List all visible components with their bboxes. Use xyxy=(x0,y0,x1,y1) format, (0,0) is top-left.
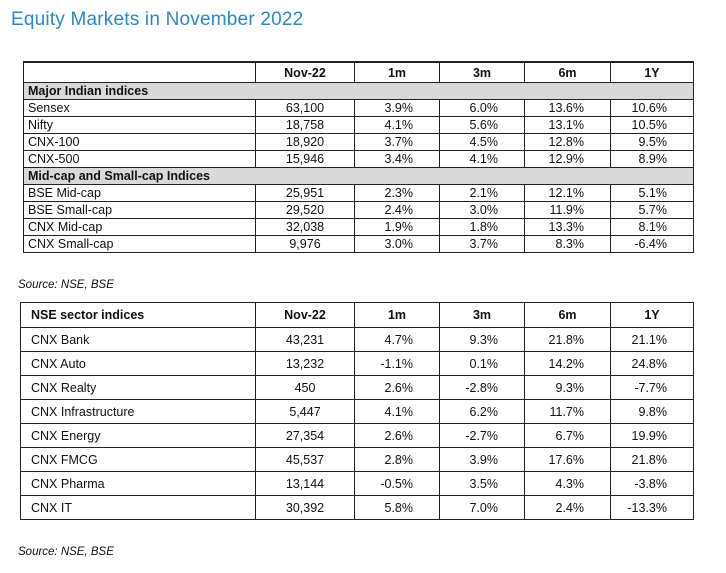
column-header: 3m xyxy=(440,303,525,328)
value-cell: 32,038 xyxy=(256,219,355,236)
table-row xyxy=(24,100,694,117)
value-cell: 2.6% xyxy=(355,376,440,400)
value-cell: 2.6% xyxy=(355,424,440,448)
value-cell: 19.9% xyxy=(611,424,694,448)
value-cell: 9.3% xyxy=(525,376,611,400)
index-name: CNX Mid-cap xyxy=(24,219,256,236)
value-cell: 21.1% xyxy=(611,328,694,352)
value-cell: -2.8% xyxy=(440,376,525,400)
table-row xyxy=(24,151,694,168)
value-cell: 21.8% xyxy=(525,328,611,352)
value-cell: 6.7% xyxy=(525,424,611,448)
column-header xyxy=(24,62,256,83)
value-cell: 2.4% xyxy=(355,202,440,219)
value-cell: 6.2% xyxy=(440,400,525,424)
section-heading: Major Indian indices xyxy=(24,83,694,100)
value-cell: 1.9% xyxy=(355,219,440,236)
column-header: 6m xyxy=(525,303,611,328)
table-row xyxy=(21,400,694,424)
value-cell: 63,100 xyxy=(256,100,355,117)
value-cell: 13.1% xyxy=(525,117,611,134)
table-row xyxy=(21,376,694,400)
value-cell: 8.9% xyxy=(611,151,694,168)
section-heading: Mid-cap and Small-cap Indices xyxy=(24,168,694,185)
value-cell: 2.4% xyxy=(525,496,611,520)
source-note: Source: NSE, BSE xyxy=(18,546,114,558)
value-cell: -2.7% xyxy=(440,424,525,448)
value-cell: 0.1% xyxy=(440,352,525,376)
value-cell: 8.3% xyxy=(525,236,611,253)
value-cell: 10.6% xyxy=(611,100,694,117)
value-cell: 13,144 xyxy=(256,472,355,496)
value-cell: 3.5% xyxy=(440,472,525,496)
value-cell: 18,920 xyxy=(256,134,355,151)
value-cell: 21.8% xyxy=(611,448,694,472)
value-cell: 450 xyxy=(256,376,355,400)
table-row xyxy=(24,202,694,219)
sector-name: CNX Infrastructure xyxy=(21,400,256,424)
sector-name: CNX Pharma xyxy=(21,472,256,496)
value-cell: 5,447 xyxy=(256,400,355,424)
value-cell: 13,232 xyxy=(256,352,355,376)
value-cell: 25,951 xyxy=(256,185,355,202)
table-row xyxy=(24,117,694,134)
value-cell: 7.0% xyxy=(440,496,525,520)
value-cell: 9,976 xyxy=(256,236,355,253)
value-cell: 12.1% xyxy=(525,185,611,202)
value-cell: 4.3% xyxy=(525,472,611,496)
value-cell: -0.5% xyxy=(355,472,440,496)
value-cell: 12.8% xyxy=(525,134,611,151)
table-row xyxy=(21,472,694,496)
value-cell: 27,354 xyxy=(256,424,355,448)
value-cell: 18,758 xyxy=(256,117,355,134)
value-cell: 12.9% xyxy=(525,151,611,168)
value-cell: 11.7% xyxy=(525,400,611,424)
index-name: CNX Small-cap xyxy=(24,236,256,253)
sector-name: CNX Realty xyxy=(21,376,256,400)
sector-name: CNX FMCG xyxy=(21,448,256,472)
value-cell: 5.1% xyxy=(611,185,694,202)
value-cell: 2.1% xyxy=(440,185,525,202)
value-cell: 24.8% xyxy=(611,352,694,376)
value-cell: -1.1% xyxy=(355,352,440,376)
value-cell: 5.7% xyxy=(611,202,694,219)
value-cell: 2.8% xyxy=(355,448,440,472)
value-cell: -7.7% xyxy=(611,376,694,400)
column-header: NSE sector indices xyxy=(21,303,256,328)
table-row xyxy=(21,448,694,472)
value-cell: 30,392 xyxy=(256,496,355,520)
value-cell: 3.7% xyxy=(440,236,525,253)
value-cell: 9.8% xyxy=(611,400,694,424)
column-header: 1m xyxy=(355,303,440,328)
sector-name: CNX Auto xyxy=(21,352,256,376)
column-header: Nov-22 xyxy=(256,303,355,328)
value-cell: 10.5% xyxy=(611,117,694,134)
value-cell: 5.6% xyxy=(440,117,525,134)
value-cell: -6.4% xyxy=(611,236,694,253)
index-name: CNX-100 xyxy=(24,134,256,151)
value-cell: 3.9% xyxy=(355,100,440,117)
table-row xyxy=(24,219,694,236)
index-name: BSE Mid-cap xyxy=(24,185,256,202)
major-indices-table xyxy=(23,61,694,253)
value-cell: 13.3% xyxy=(525,219,611,236)
sector-name: CNX IT xyxy=(21,496,256,520)
table-row xyxy=(24,185,694,202)
section-header-row xyxy=(24,168,694,185)
value-cell: 8.1% xyxy=(611,219,694,236)
table-header-row xyxy=(21,303,694,328)
table-row xyxy=(21,496,694,520)
value-cell: 9.3% xyxy=(440,328,525,352)
value-cell: 17.6% xyxy=(525,448,611,472)
sector-name: CNX Bank xyxy=(21,328,256,352)
value-cell: 11.9% xyxy=(525,202,611,219)
index-name: Sensex xyxy=(24,100,256,117)
value-cell: 3.4% xyxy=(355,151,440,168)
column-header: 1m xyxy=(355,62,440,83)
value-cell: 9.5% xyxy=(611,134,694,151)
value-cell: -13.3% xyxy=(611,496,694,520)
value-cell: 3.7% xyxy=(355,134,440,151)
value-cell: 3.0% xyxy=(440,202,525,219)
table-header-row xyxy=(24,62,694,83)
value-cell: 45,537 xyxy=(256,448,355,472)
column-header: Nov-22 xyxy=(256,62,355,83)
table-row xyxy=(21,328,694,352)
value-cell: 13.6% xyxy=(525,100,611,117)
column-header: 3m xyxy=(440,62,525,83)
table-row xyxy=(24,236,694,253)
value-cell: 3.0% xyxy=(355,236,440,253)
index-name: CNX-500 xyxy=(24,151,256,168)
column-header: 1Y xyxy=(611,303,694,328)
value-cell: 4.7% xyxy=(355,328,440,352)
source-note: Source: NSE, BSE xyxy=(18,279,114,291)
value-cell: 3.9% xyxy=(440,448,525,472)
sector-indices-table xyxy=(20,302,694,520)
value-cell: 14.2% xyxy=(525,352,611,376)
value-cell: 29,520 xyxy=(256,202,355,219)
table-row xyxy=(24,134,694,151)
column-header: 1Y xyxy=(611,62,694,83)
page-title: Equity Markets in November 2022 xyxy=(11,9,304,30)
section-header-row xyxy=(24,83,694,100)
value-cell: 5.8% xyxy=(355,496,440,520)
table-row xyxy=(21,352,694,376)
value-cell: 6.0% xyxy=(440,100,525,117)
value-cell: 4.1% xyxy=(440,151,525,168)
value-cell: 15,946 xyxy=(256,151,355,168)
value-cell: 4.1% xyxy=(355,400,440,424)
value-cell: 1.8% xyxy=(440,219,525,236)
value-cell: 4.1% xyxy=(355,117,440,134)
value-cell: 4.5% xyxy=(440,134,525,151)
table-row xyxy=(21,424,694,448)
index-name: Nifty xyxy=(24,117,256,134)
index-name: BSE Small-cap xyxy=(24,202,256,219)
value-cell: 2.3% xyxy=(355,185,440,202)
value-cell: -3.8% xyxy=(611,472,694,496)
sector-name: CNX Energy xyxy=(21,424,256,448)
column-header: 6m xyxy=(525,62,611,83)
value-cell: 43,231 xyxy=(256,328,355,352)
